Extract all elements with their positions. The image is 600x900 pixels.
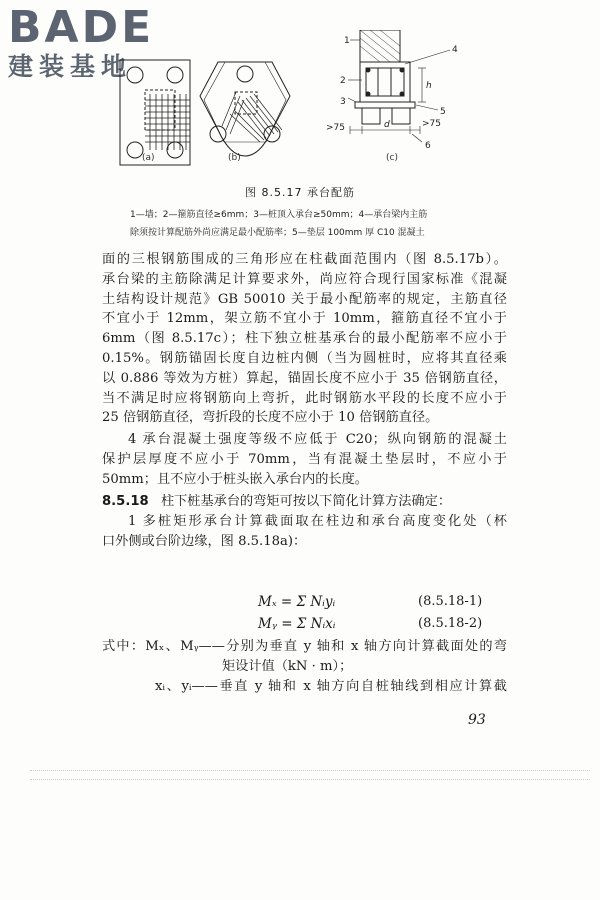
text-line: 以 0.886 等效为方桩）算起，锚固长度不应小于 35 倍钢筋直径， [102, 370, 507, 386]
text-line: 保护层厚度不应小于 70mm，当有混凝土垫层时，不应小于 [102, 451, 507, 467]
formula-8-5-18-1: Mₓ = Σ Nᵢyᵢ [258, 594, 336, 610]
text-line: 不宜小于 12mm，架立筋不宜小于 10mm，箍筋直径不宜小于 [102, 311, 507, 327]
scan-divider [30, 770, 590, 771]
figure-a-rect-cap [120, 60, 190, 165]
logo-subtitle: 建装基地 [8, 52, 133, 81]
text-line: 承台梁的主筋除满足计算要求外，尚应符合现行国家标准《混凝 [102, 271, 507, 287]
text-line: 6mm（图 8.5.17c）；柱下独立桩基承台的最小配筋率不应小于 [102, 331, 507, 347]
where-clause [102, 637, 507, 696]
figure-note-line-1: 1—墙；2—箍筋直径≥6mm；3—桩顶入承台≥50mm；4—承台梁内主筋 [130, 210, 428, 220]
callout-6: 6 [425, 141, 431, 151]
text-line: 4 承台混凝土强度等级不应低于 C20；纵向钢筋的混凝土 [128, 432, 507, 447]
figure-label-a: (a) [142, 153, 155, 163]
dim-left: >75 [326, 123, 345, 133]
scan-divider [30, 779, 590, 780]
figure-note-line-2: 除须按计算配筋外尚应满足最小配筋率；5—垫层 100mm 厚 C10 混凝土 [130, 228, 425, 238]
figure-caption: 图 8.5.17 承台配筋 [245, 186, 355, 199]
figure-label-c: (c) [386, 153, 398, 163]
callout-5: 5 [440, 107, 446, 117]
section-number: 8.5.18 [102, 494, 149, 509]
formula-number-2: (8.5.18-2) [418, 616, 483, 631]
formula-8-5-18-2: Mᵧ = Σ Nᵢxᵢ [258, 616, 336, 632]
callout-4: 4 [452, 45, 458, 55]
logo-text: BADE [8, 2, 155, 53]
text-line: 面的三根钢筋围成的三角形应在柱截面范围内（图 8.5.17b）。 [102, 252, 507, 267]
dim-h: h [426, 81, 432, 91]
paragraph-reinforcement [102, 250, 507, 428]
text-line: 土结构设计规范》GB 50010 关于最小配筋率的规定，主筋直径 [102, 291, 507, 307]
where-line: 式中：Mₓ、Mᵧ——分别为垂直 y 轴和 x 轴方向计算截面处的弯 [102, 639, 507, 654]
item-1-continuation: 口外侧或台阶边缘，图 8.5.18a)： [102, 533, 307, 549]
section-8-5-18 [102, 492, 507, 551]
where-line: xᵢ、yᵢ——垂直 y 轴和 x 轴方向自桩轴线到相应计算截 [155, 678, 507, 694]
section-title: 柱下桩基承台的弯矩可按以下简化计算方法确定： [160, 494, 452, 509]
callout-1: 1 [344, 36, 350, 46]
dim-d: d [384, 120, 390, 130]
callout-3: 3 [340, 97, 346, 107]
figure-label-b: (b) [228, 153, 241, 163]
page-number: 93 [468, 712, 486, 728]
text-line: 50mm；且不应小于桩头嵌入承台内的长度。 [102, 471, 368, 487]
text-line: 0.15%。钢筋锚固长度自边桩内侧（当为圆桩时，应将其直径乘 [102, 350, 507, 366]
callout-2: 2 [340, 76, 346, 86]
text-line: 当不满足时应将钢筋向上弯折，此时钢筋水平段的长度不应小于 [102, 390, 507, 406]
paragraph-concrete-grade [102, 430, 507, 489]
figure-b-triangle-cap [200, 62, 290, 156]
figure-8-5-17-drawings [100, 30, 500, 170]
where-line: 矩设计值（kN · m）； [222, 658, 353, 674]
item-1-line: 1 多桩矩形承台计算截面取在柱边和承台高度变化处（杯 [128, 513, 507, 529]
dim-right: >75 [422, 119, 441, 129]
formula-number-1: (8.5.18-1) [418, 594, 483, 609]
text-line: 25 倍钢筋直径，弯折段的长度不应小于 10 倍钢筋直径。 [102, 410, 439, 426]
